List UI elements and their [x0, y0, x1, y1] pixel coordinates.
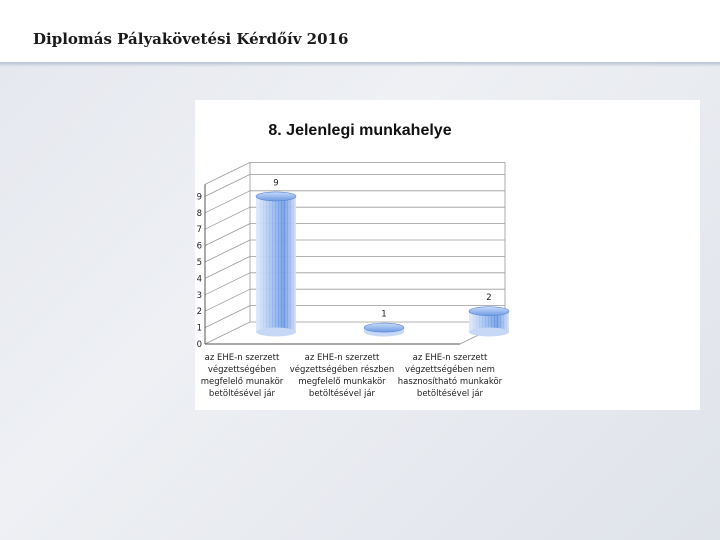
y-tick-label: 7 — [196, 225, 202, 236]
y-tick-label: 9 — [196, 192, 202, 203]
category-label-line: az EHE-n szerzett — [412, 353, 488, 363]
category-label-line: végzettségében részben — [289, 365, 395, 375]
y-tick-label: 0 — [196, 340, 202, 350]
bar-cap — [469, 307, 509, 316]
y-tick-label: 5 — [196, 258, 202, 268]
data-label: 9 — [273, 178, 279, 189]
bar-base — [469, 328, 509, 337]
gridline-diagonal — [205, 256, 250, 278]
data-label: 2 — [486, 293, 492, 304]
gridline-diagonal — [205, 174, 250, 196]
gridline-diagonal — [205, 207, 250, 229]
bar-base — [256, 328, 296, 337]
category-label-line: az EHE-n szerzett — [204, 353, 280, 363]
y-tick-label: 6 — [196, 241, 202, 252]
category-label — [390, 352, 510, 400]
y-tick-label: 2 — [196, 307, 202, 318]
y-tick-label: 3 — [196, 290, 202, 301]
label-layer — [197, 178, 492, 350]
gridline-diagonal — [205, 289, 250, 311]
category-label — [282, 352, 402, 400]
gridline-diagonal — [205, 191, 250, 213]
category-label-line: betöltésével jár — [416, 389, 484, 399]
category-label-line: megfelelő munkakör — [298, 377, 386, 387]
bar — [256, 192, 296, 337]
chart-title: 8. Jelenlegi munkahelye — [268, 122, 452, 139]
data-label: 1 — [381, 309, 387, 320]
category-label-line: hasznosítható munkakör — [397, 377, 503, 387]
category-label-line: végzettségében — [207, 365, 277, 375]
gridline-diagonal — [205, 322, 250, 344]
category-label-line: betöltésével jár — [308, 389, 376, 399]
bar-cap — [364, 323, 404, 332]
category-label-line: betöltésével jár — [208, 389, 276, 399]
bar-cap — [256, 192, 296, 201]
y-tick-label: 1 — [196, 323, 202, 334]
gridline-diagonal-top — [205, 162, 250, 184]
grid-layer — [205, 162, 505, 344]
gridline-diagonal — [205, 240, 250, 262]
gridline-diagonal — [205, 273, 250, 295]
category-label-line: megfelelő munakör — [200, 377, 284, 387]
bar — [364, 323, 404, 336]
y-tick-label: 4 — [196, 274, 202, 285]
y-tick-label: 8 — [196, 208, 202, 219]
category-label-line: végzettségében nem — [405, 365, 495, 375]
slide-title: Diplomás Pályakövetési Kérdőív 2016 — [33, 30, 349, 48]
gridline-diagonal — [205, 306, 250, 328]
category-label-line: az EHE-n szerzett — [304, 353, 380, 363]
bar — [469, 307, 509, 337]
gridline-diagonal — [205, 224, 250, 246]
